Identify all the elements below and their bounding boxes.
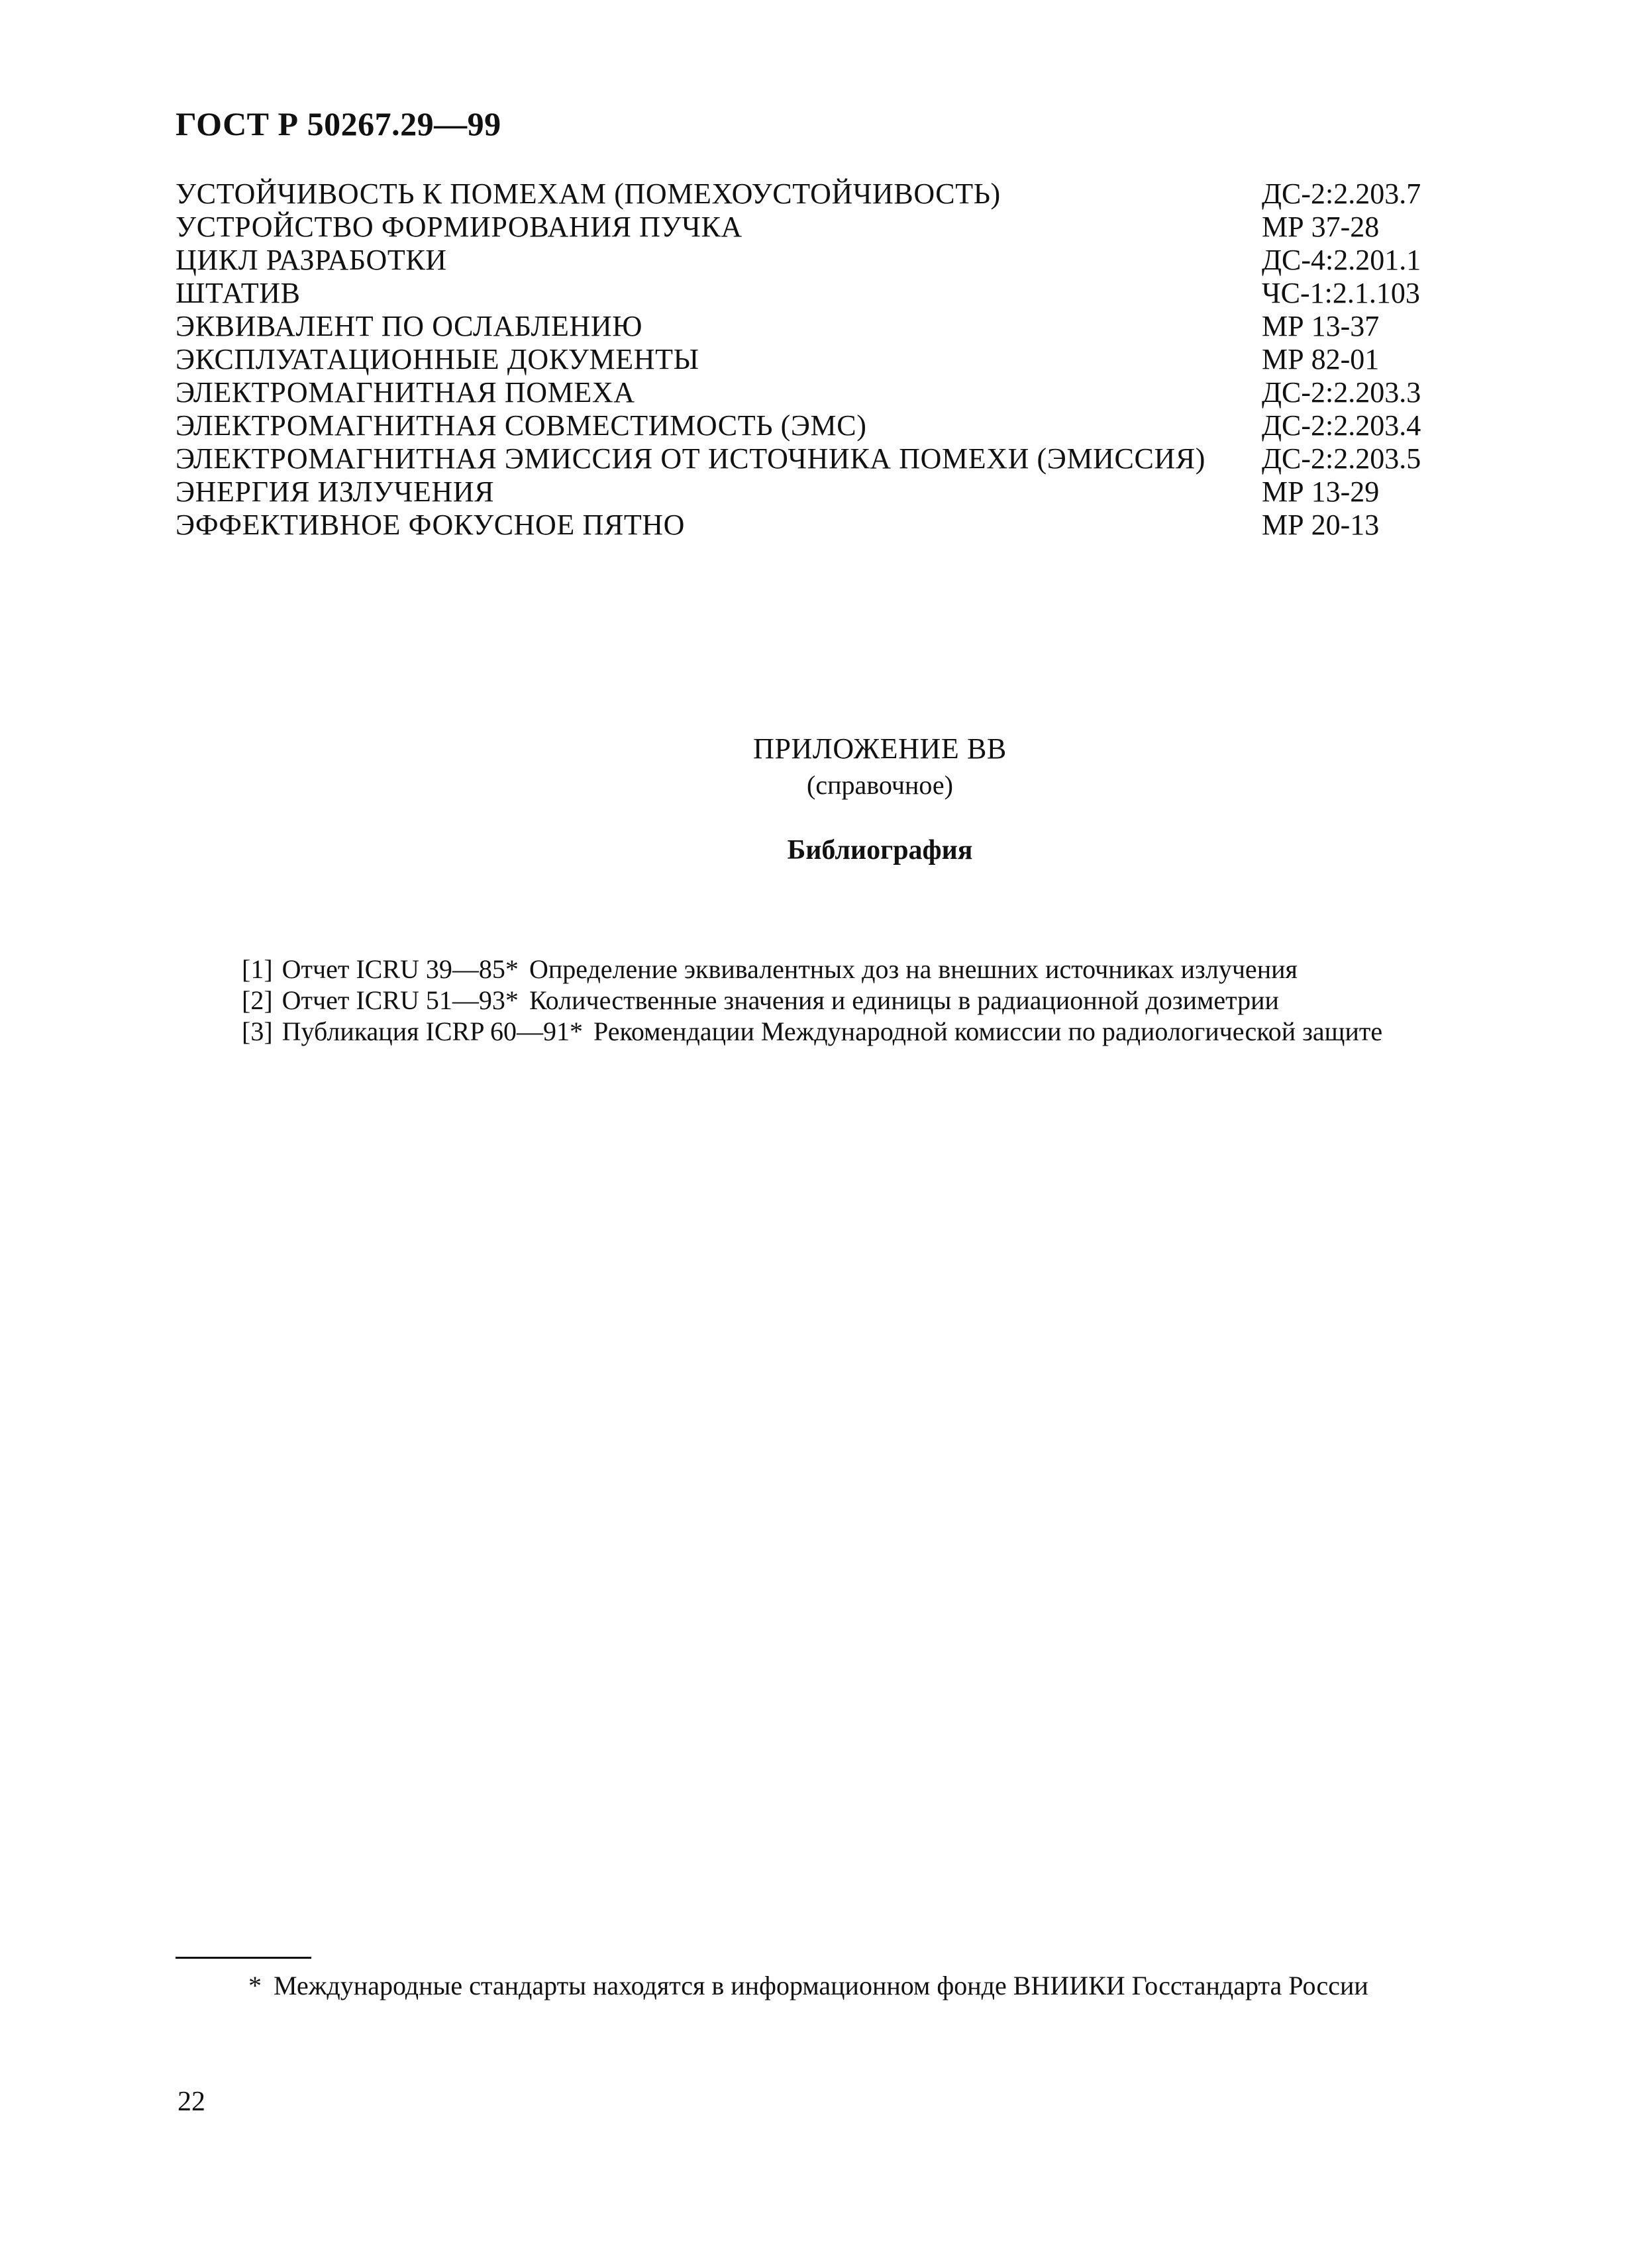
- index-term: ЭНЕРГИЯ ИЗЛУЧЕНИЯ: [176, 475, 495, 508]
- bibliography-number: [2]: [242, 985, 273, 1015]
- bibliography-number: [3]: [242, 1016, 273, 1046]
- index-term: УСТРОЙСТВО ФОРМИРОВАНИЯ ПУЧКА: [176, 211, 742, 243]
- index-entry: [176, 310, 1434, 343]
- bibliography-heading: Библиография: [787, 835, 973, 865]
- index-term: УСТОЙЧИВОСТЬ К ПОМЕХАМ (ПОМЕХОУСТОЙЧИВОСТЬ): [176, 177, 1001, 210]
- bibliography-text: Количественные значения и единицы в радиационной дозиметрии: [529, 985, 1279, 1015]
- index-entry: [176, 409, 1434, 442]
- index-entry: [176, 442, 1434, 475]
- index-term: ЭЛЕКТРОМАГНИТНАЯ СОВМЕСТИМОСТЬ (ЭМС): [176, 409, 867, 442]
- bibliography-text: Рекомендации Международной комиссии по радиологической защите: [593, 1016, 1383, 1046]
- bibliography-item: [242, 1016, 1533, 1047]
- index-entry: [176, 211, 1434, 244]
- index-term: ЭЛЕКТРОМАГНИТНАЯ ЭМИССИЯ ОТ ИСТОЧНИКА ПОМЕХИ (ЭМИССИЯ): [176, 442, 1206, 475]
- index-entry: [176, 376, 1434, 409]
- footnote: [248, 1970, 1368, 2001]
- index-term: ЭКСПЛУАТАЦИОННЫЕ ДОКУМЕНТЫ: [176, 343, 699, 375]
- index-entry: [176, 244, 1434, 277]
- footnote-text: Международные стандарты находятся в информационном фонде ВНИИКИ Госстандарта России: [274, 1971, 1368, 2000]
- appendix-title: ПРИЛОЖЕНИЕ ВВ: [753, 732, 1007, 765]
- index-entry: [176, 277, 1434, 310]
- footnote-divider: [176, 1957, 311, 1959]
- index-reference: МР 13-29: [1262, 475, 1380, 508]
- index-entry: [176, 475, 1434, 509]
- bibliography-text: Определение эквивалентных доз на внешних источниках излучения: [529, 954, 1298, 984]
- appendix-subtitle: (справочное): [807, 770, 953, 800]
- index-reference: ЧС-1:2.1.103: [1262, 277, 1420, 309]
- index-entry: [176, 177, 1434, 211]
- document-header: ГОСТ Р 50267.29—99: [176, 105, 501, 142]
- index-reference: МР 82-01: [1262, 343, 1380, 375]
- bibliography-number: [1]: [242, 954, 273, 984]
- index-term: ЭЛЕКТРОМАГНИТНАЯ ПОМЕХА: [176, 376, 635, 409]
- page-number: 22: [178, 2087, 205, 2117]
- index-reference: ДС-2:2.203.4: [1262, 409, 1421, 442]
- index-entry: [176, 509, 1434, 542]
- index-reference: ДС-2:2.203.7: [1262, 177, 1421, 210]
- bibliography-item: [242, 985, 1533, 1016]
- index-reference: МР 13-37: [1262, 310, 1380, 342]
- term-index-list: [176, 177, 1434, 542]
- index-term: ШТАТИВ: [176, 277, 301, 309]
- index-term: ЭКВИВАЛЕНТ ПО ОСЛАБЛЕНИЮ: [176, 310, 643, 342]
- bibliography-reference: Публикация ICRP 60—91*: [282, 1016, 583, 1046]
- footnote-mark: *: [248, 1971, 262, 2000]
- index-reference: ДС-2:2.203.5: [1262, 442, 1421, 475]
- bibliography-item: [242, 954, 1533, 985]
- index-reference: ДС-2:2.203.3: [1262, 376, 1421, 409]
- index-reference: МР 20-13: [1262, 509, 1380, 541]
- bibliography-reference: Отчет ICRU 51—93*: [282, 985, 519, 1015]
- index-term: ЭФФЕКТИВНОЕ ФОКУСНОЕ ПЯТНО: [176, 509, 686, 541]
- index-entry: [176, 343, 1434, 376]
- index-reference: ДС-4:2.201.1: [1262, 244, 1421, 276]
- bibliography-reference: Отчет ICRU 39—85*: [282, 954, 519, 984]
- bibliography-list: [242, 954, 1533, 1047]
- index-reference: МР 37-28: [1262, 211, 1380, 243]
- index-term: ЦИКЛ РАЗРАБОТКИ: [176, 244, 447, 276]
